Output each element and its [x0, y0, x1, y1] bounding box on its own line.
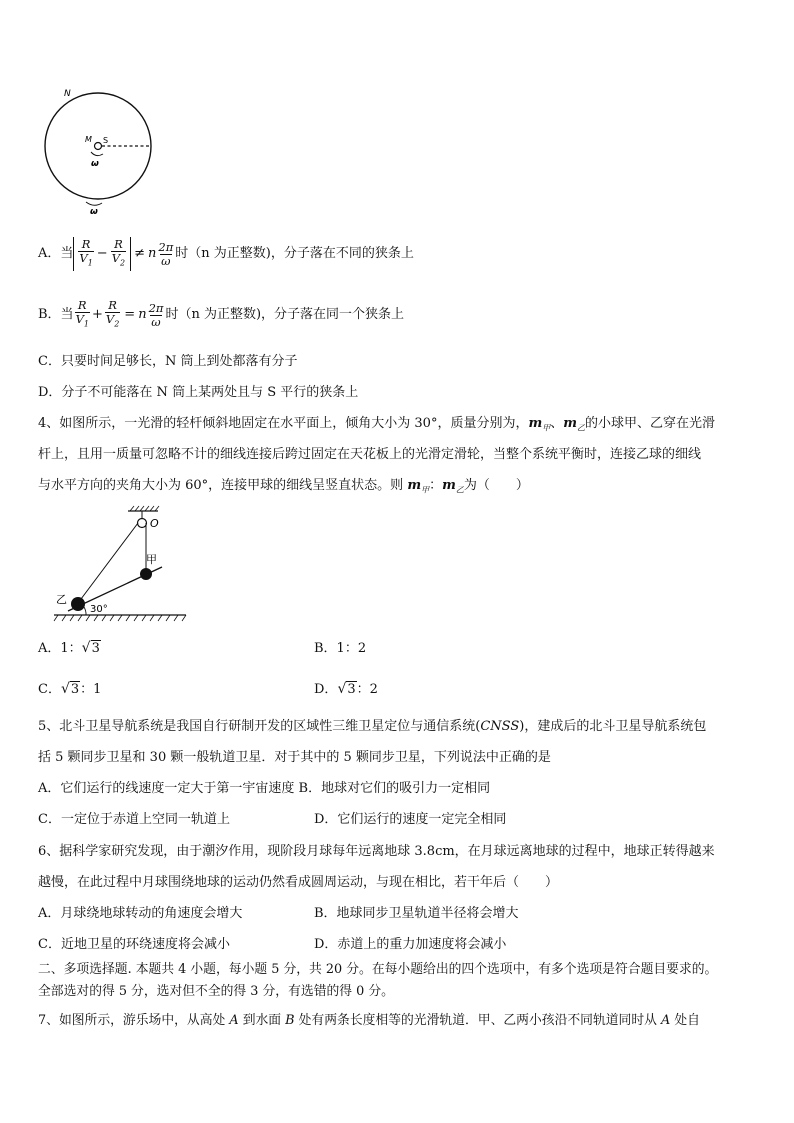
- q3-a-suffix: 时（n 为正整数)，分子落在不同的狭条上: [175, 246, 414, 261]
- q4-line2: 杆上，且用一质量可忽略不计的细线连接后跨过固定在天花板上的光滑定滑轮，当整个系统平衡时，连接乙球的细线: [38, 447, 702, 462]
- q6-option-b: B．地球同步卫星轨道半径将会增大: [314, 906, 519, 921]
- pulley: [138, 519, 147, 528]
- label-N: N: [64, 89, 71, 99]
- label-yi: 乙: [56, 593, 67, 606]
- q3-option-b: B．当 $\frac{R}{V_1}$ + $\frac{R}{V_2}$ = n $\frac{2\pi}{\omega}$ 时（n 为正整数)，分子落在同一个狭条上: [38, 298, 405, 329]
- q6-option-d: D．赤道上的重力加速度将会减小: [314, 937, 507, 952]
- ceiling-hatch: [130, 506, 159, 511]
- inner-cylinder-M: [95, 143, 102, 150]
- angle-arc: [84, 607, 86, 615]
- label-omega-inner: ω: [91, 159, 99, 169]
- q3-option-c: C．只要时间足够长，N 筒上到处都落有分子: [38, 354, 298, 369]
- q3-b-prefix: B．当: [38, 307, 74, 322]
- q3-a-abs: $\frac{R}{V_1}$ − $\frac{R}{V_2}$: [73, 237, 131, 271]
- q4-a-sqrt: √3: [81, 640, 100, 656]
- inner-rotation-arrow: [91, 152, 103, 156]
- q4-option-a: A．1：√3: [38, 640, 100, 656]
- q3-b-suffix: 时（n 为正整数)，分子落在同一个狭条上: [165, 307, 405, 322]
- q4-option-d: D．√3：2: [314, 681, 378, 697]
- q3-option-a: A．当 $\frac{R}{V_1}$ − $\frac{R}{V_2}$ ≠ n $\frac{2\pi}{\omega}$ 时（n 为正整数)，分子落在不同的狭条上: [38, 235, 414, 273]
- q5-option-d: D．它们运行的速度一定完全相同: [314, 812, 507, 827]
- q6-option-c: C．近地卫星的环绕速度将会减小: [38, 937, 230, 952]
- q7-line1: 7、如图所示，游乐场中，从高处 A 到水面 B 处有两条长度相等的光滑轨道．甲、乙两小孩沿不同轨道同时从 A 处自: [38, 1013, 700, 1028]
- ground-hatch: [54, 615, 186, 621]
- q4-c-sqrt: √3: [60, 681, 80, 697]
- section2-line1: 二、多项选择题. 本题共 4 小题，每小题 5 分，共 20 分。在每小题给出的四个选项中，有多个选项是符合题目要求的。: [38, 962, 718, 977]
- q4-figure: [52, 505, 192, 627]
- label-O: O: [150, 517, 159, 530]
- label-M: M: [85, 135, 92, 144]
- q4-line1: 4、如图所示，一光滑的轻杆倾斜地固定在水平面上，倾角大小为 30°，质量分别为，$m_甲$、$m_乙$的小球甲、乙穿在光滑: [38, 416, 716, 433]
- q3-option-d: D．分子不可能落在 N 筒上某两处且与 S 平行的狭条上: [38, 385, 359, 400]
- label-S: S: [103, 136, 109, 145]
- q4-d-sqrt: √3: [337, 681, 356, 697]
- q3-a-prefix: A．当: [38, 246, 74, 261]
- q5-line2: 括 5 颗同步卫星和 30 颗一般轨道卫星．对于其中的 5 颗同步卫星，下列说法中正确的是: [38, 750, 551, 765]
- q6-line2: 越慢，在此过程中月球围绕地球的运动仍然看成圆周运动，与现在相比，若干年后（ ）: [38, 875, 559, 890]
- label-jia: 甲: [146, 553, 157, 566]
- string-to-yi: [78, 523, 138, 603]
- q6-option-a: A．月球绕地球转动的角速度会增大: [38, 906, 243, 921]
- ball-jia: [140, 568, 152, 580]
- q5-line1: 5、北斗卫星导航系统是我国自行研制开发的区域性三维卫星定位与通信系统(CNSS)，建成后的北斗卫星导航系统包: [38, 719, 707, 734]
- q4-option-b: B．1：2: [314, 641, 367, 656]
- ball-yi: [71, 597, 85, 611]
- cylinder-figure: [36, 80, 166, 220]
- label-omega-outer: ω: [90, 207, 98, 217]
- q5-option-c: C．一定位于赤道上空同一轨道上: [38, 812, 230, 827]
- section2-line2: 全部选对的得 5 分，选对但不全的得 3 分，有选错的得 0 分。: [38, 984, 394, 999]
- q3-a-frac1: $\frac{R}{V_1}$: [79, 237, 93, 268]
- outer-rotation-arrow: [86, 202, 102, 205]
- label-30deg: 30°: [90, 604, 108, 615]
- q3-a-frac3: $\frac{2\pi}{\omega}$: [158, 239, 174, 268]
- q3-b-frac3: $\frac{2\pi}{\omega}$: [148, 300, 164, 329]
- q5-option-ab: A．它们运行的线速度一定大于第一宇宙速度 B．地球对它们的吸引力一定相同: [38, 781, 491, 796]
- q4-option-c: C．√3：1: [38, 681, 102, 697]
- q3-a-frac2: $\frac{R}{V_2}$: [111, 237, 126, 268]
- q4-line3: 与水平方向的夹角大小为 60°，连接甲球的细线呈竖直状态。则 $m_甲$：$m_乙$为（ ）: [38, 478, 529, 495]
- q6-line1: 6、据科学家研究发现，由于潮汐作用，现阶段月球每年远离地球 3.8cm，在月球远离地球的过程中，地球正转得越来: [38, 844, 715, 859]
- q3-b-frac1: $\frac{R}{V_1}$: [75, 298, 89, 329]
- q3-b-frac2: $\frac{R}{V_2}$: [105, 298, 120, 329]
